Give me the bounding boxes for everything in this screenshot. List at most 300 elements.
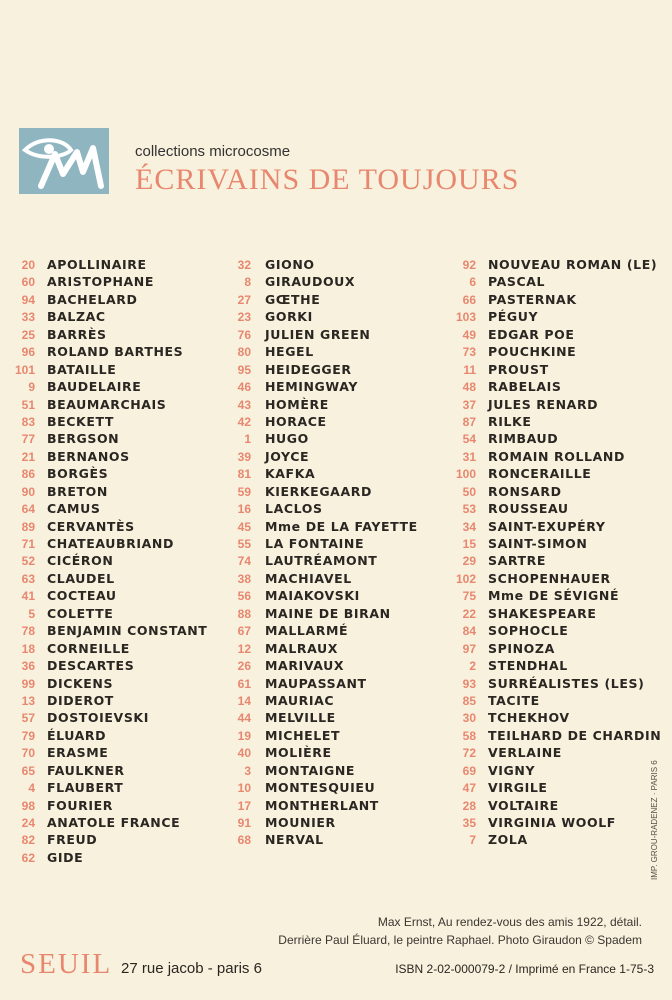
author-entry xyxy=(10,762,230,779)
author-entry xyxy=(446,378,672,395)
author-entry xyxy=(10,570,230,587)
author-entry xyxy=(10,326,230,343)
author-name: MACHIAVEL xyxy=(265,570,352,586)
author-name: TCHEKHOV xyxy=(488,710,570,726)
volume-number: 63 xyxy=(21,571,35,586)
author-entry xyxy=(10,675,230,692)
volume-number: 41 xyxy=(21,589,35,604)
author-name: MAURIAC xyxy=(265,692,335,708)
author-entry xyxy=(10,622,230,639)
author-entry xyxy=(226,779,436,796)
author-name: MONTESQUIEU xyxy=(265,780,376,796)
collection-logo xyxy=(19,128,109,194)
volume-number: 39 xyxy=(237,449,251,464)
volume-number: 18 xyxy=(21,641,35,656)
author-entry xyxy=(10,657,230,674)
volume-number: 57 xyxy=(21,711,35,726)
author-entry xyxy=(226,378,436,395)
author-entry xyxy=(446,273,672,290)
volume-number: 37 xyxy=(462,397,476,412)
author-name: BARRÈS xyxy=(47,326,107,342)
author-entry xyxy=(446,675,672,692)
author-entry xyxy=(10,361,230,378)
author-name: SCHOPENHAUER xyxy=(488,570,611,586)
author-name: STENDHAL xyxy=(488,658,568,674)
printer-imprint: IMP. GROU-RADENEZ · PARIS 6 xyxy=(650,760,659,880)
author-name: ROUSSEAU xyxy=(488,501,569,517)
volume-number: 44 xyxy=(237,711,251,726)
volume-number: 51 xyxy=(21,397,35,412)
volume-number: 28 xyxy=(462,798,476,813)
author-name: ZOLA xyxy=(488,832,528,848)
volume-number: 49 xyxy=(462,327,476,342)
volume-number: 62 xyxy=(21,850,35,865)
author-entry xyxy=(226,675,436,692)
volume-number: 82 xyxy=(21,833,35,848)
volume-number: 23 xyxy=(237,310,251,325)
volume-number: 99 xyxy=(21,676,35,691)
author-entry xyxy=(226,518,436,535)
author-entry xyxy=(226,256,436,273)
author-entry xyxy=(10,291,230,308)
author-name: ARISTOPHANE xyxy=(47,274,155,290)
author-entry xyxy=(446,692,672,709)
author-name: RILKE xyxy=(488,413,532,429)
author-name: VIRGINIA WOOLF xyxy=(488,815,616,830)
author-entry xyxy=(226,500,436,517)
author-entry xyxy=(226,744,436,761)
volume-number: 14 xyxy=(237,693,251,708)
author-entry xyxy=(10,518,230,535)
author-name: BEAUMARCHAIS xyxy=(47,396,167,412)
volume-number: 75 xyxy=(462,589,476,604)
volume-number: 32 xyxy=(237,258,251,272)
author-name: Mme DE LA FAYETTE xyxy=(265,518,418,534)
author-name: SAINT-SIMON xyxy=(488,536,588,551)
volume-number: 96 xyxy=(21,345,35,360)
volume-number: 17 xyxy=(237,798,251,813)
volume-number: 69 xyxy=(462,763,476,778)
author-entry xyxy=(226,326,436,343)
author-name: POUCHKINE xyxy=(488,344,577,360)
volume-number: 98 xyxy=(21,798,35,813)
author-name: HORACE xyxy=(265,413,327,429)
author-name: Mme DE SÉVIGNÉ xyxy=(488,588,620,604)
author-name: TEILHARD DE CHARDIN xyxy=(488,727,662,743)
author-name: FAULKNER xyxy=(47,762,125,778)
author-entry xyxy=(446,483,672,500)
author-entry xyxy=(226,273,436,290)
author-name: KIERKEGAARD xyxy=(265,483,372,499)
author-entry xyxy=(446,779,672,796)
author-list-column-2 xyxy=(226,256,436,849)
volume-number: 103 xyxy=(455,310,476,325)
author-entry xyxy=(10,552,230,569)
author-entry xyxy=(10,587,230,604)
volume-number: 56 xyxy=(237,589,251,604)
volume-number: 65 xyxy=(21,763,35,778)
author-entry xyxy=(226,797,436,814)
author-entry xyxy=(446,622,672,639)
author-name: NERVAL xyxy=(265,832,324,848)
author-name: BENJAMIN CONSTANT xyxy=(47,623,208,639)
author-entry xyxy=(226,605,436,622)
author-name: COLETTE xyxy=(47,605,114,621)
volume-number: 1 xyxy=(244,432,251,447)
author-name: COCTEAU xyxy=(47,588,117,604)
author-entry xyxy=(446,291,672,308)
volume-number: 15 xyxy=(462,537,476,551)
volume-number: 80 xyxy=(237,345,251,360)
author-name: EDGAR POE xyxy=(488,326,575,342)
volume-number: 77 xyxy=(21,432,35,447)
author-name: BALZAC xyxy=(47,309,106,325)
volume-number: 46 xyxy=(237,380,251,395)
volume-number: 88 xyxy=(237,606,251,621)
volume-number: 54 xyxy=(462,432,476,447)
author-name: BECKETT xyxy=(47,413,115,429)
image-credit-line-2: Derrière Paul Éluard, le peintre Raphael. Photo Giraudon © Spadem xyxy=(278,933,642,947)
volume-number: 85 xyxy=(462,693,476,708)
author-entry xyxy=(446,396,672,413)
author-entry xyxy=(446,465,672,482)
author-entry xyxy=(226,587,436,604)
volume-number: 93 xyxy=(462,676,476,691)
author-name: ÉLUARD xyxy=(47,727,107,743)
author-entry xyxy=(10,797,230,814)
author-name: MOUNIER xyxy=(265,815,336,830)
author-entry xyxy=(446,256,672,273)
author-entry xyxy=(446,587,672,604)
author-name: MONTHERLANT xyxy=(265,797,379,813)
author-entry xyxy=(10,744,230,761)
volume-number: 58 xyxy=(462,728,476,743)
author-name: DIDEROT xyxy=(47,692,114,708)
author-name: DICKENS xyxy=(47,675,114,691)
author-name: BORGÈS xyxy=(47,466,109,482)
author-entry xyxy=(10,430,230,447)
author-entry xyxy=(10,343,230,360)
volume-number: 97 xyxy=(462,641,476,656)
author-entry xyxy=(226,570,436,587)
author-name: SOPHOCLE xyxy=(488,623,569,639)
author-name: MAIAKOVSKI xyxy=(265,588,360,604)
author-name: FOURIER xyxy=(47,797,113,813)
author-name: CLAUDEL xyxy=(47,570,115,586)
author-entry xyxy=(10,605,230,622)
author-name: KAFKA xyxy=(265,466,316,482)
author-name: DESCARTES xyxy=(47,658,135,674)
author-name: VOLTAIRE xyxy=(488,797,559,813)
author-entry xyxy=(226,465,436,482)
author-entry xyxy=(226,762,436,779)
volume-number: 47 xyxy=(462,781,476,796)
volume-number: 20 xyxy=(21,258,35,272)
author-entry xyxy=(226,361,436,378)
author-name: ERASME xyxy=(47,745,109,761)
volume-number: 81 xyxy=(237,467,251,482)
volume-number: 43 xyxy=(237,397,251,412)
author-entry xyxy=(446,430,672,447)
author-entry xyxy=(446,500,672,517)
volume-number: 3 xyxy=(244,763,251,778)
author-name: MARIVAUX xyxy=(265,658,345,674)
author-entry xyxy=(10,849,230,866)
volume-number: 12 xyxy=(237,641,251,656)
author-name: VIGNY xyxy=(488,762,536,778)
volume-number: 9 xyxy=(28,380,35,395)
author-entry xyxy=(226,396,436,413)
author-entry xyxy=(10,448,230,465)
author-entry xyxy=(226,831,436,848)
author-entry xyxy=(226,291,436,308)
author-name: BRETON xyxy=(47,483,108,499)
volume-number: 94 xyxy=(21,292,35,307)
author-name: CORNEILLE xyxy=(47,640,130,656)
volume-number: 68 xyxy=(237,833,251,848)
author-name: MAUPASSANT xyxy=(265,675,367,691)
volume-number: 33 xyxy=(21,310,35,325)
volume-number: 84 xyxy=(462,624,476,639)
author-entry xyxy=(226,640,436,657)
volume-number: 4 xyxy=(28,781,35,796)
volume-number: 74 xyxy=(237,554,251,569)
author-name: SAINT-EXUPÉRY xyxy=(488,518,606,534)
author-name: GORKI xyxy=(265,309,313,325)
author-name: BAUDELAIRE xyxy=(47,379,142,395)
volume-number: 66 xyxy=(462,292,476,307)
volume-number: 83 xyxy=(21,414,35,429)
author-name: ROMAIN ROLLAND xyxy=(488,448,625,464)
author-entry xyxy=(226,622,436,639)
author-entry xyxy=(446,762,672,779)
author-entry xyxy=(10,256,230,273)
volume-number: 26 xyxy=(237,659,251,674)
author-entry xyxy=(10,692,230,709)
volume-number: 40 xyxy=(237,746,251,761)
author-entry xyxy=(446,727,672,744)
author-entry xyxy=(446,518,672,535)
volume-number: 100 xyxy=(455,467,476,482)
author-name: ANATOLE FRANCE xyxy=(47,815,181,830)
volume-number: 6 xyxy=(469,275,476,290)
author-entry xyxy=(446,570,672,587)
author-name: MALLARMÉ xyxy=(265,623,349,639)
author-name: SURRÉALISTES (LES) xyxy=(488,675,645,691)
volume-number: 71 xyxy=(21,537,35,551)
volume-number: 34 xyxy=(462,519,476,534)
publisher-name: SEUIL xyxy=(20,948,113,980)
author-entry xyxy=(226,709,436,726)
author-entry xyxy=(10,465,230,482)
author-name: CICÉRON xyxy=(47,553,114,569)
author-name: GŒTHE xyxy=(265,291,321,307)
author-name: MAINE DE BIRAN xyxy=(265,605,391,621)
microcosme-m-logo-icon xyxy=(19,128,109,194)
author-name: LACLOS xyxy=(265,501,323,517)
author-name: APOLLINAIRE xyxy=(47,257,147,272)
volume-number: 92 xyxy=(462,258,476,272)
volume-number: 36 xyxy=(21,659,35,674)
author-entry xyxy=(446,814,672,831)
author-entry xyxy=(446,308,672,325)
author-entry xyxy=(226,308,436,325)
author-name: LA FONTAINE xyxy=(265,536,365,551)
volume-number: 89 xyxy=(21,519,35,534)
author-name: SPINOZA xyxy=(488,640,555,656)
author-name: RABELAIS xyxy=(488,379,562,395)
author-entry xyxy=(226,413,436,430)
author-name: BATAILLE xyxy=(47,361,117,377)
author-entry xyxy=(226,483,436,500)
author-entry xyxy=(226,430,436,447)
author-entry xyxy=(226,692,436,709)
author-entry xyxy=(226,727,436,744)
author-entry xyxy=(10,308,230,325)
volume-number: 25 xyxy=(21,327,35,342)
author-entry xyxy=(446,640,672,657)
author-name: HOMÈRE xyxy=(265,396,329,412)
author-entry xyxy=(10,273,230,290)
author-name: MOLIÈRE xyxy=(265,745,332,761)
author-name: HEGEL xyxy=(265,344,314,360)
author-name: RIMBAUD xyxy=(488,431,559,447)
author-entry xyxy=(226,814,436,831)
volume-number: 48 xyxy=(462,380,476,395)
author-entry xyxy=(10,709,230,726)
author-entry xyxy=(446,413,672,430)
author-name: VIRGILE xyxy=(488,780,548,796)
isbn-line: ISBN 2-02-000079-2 / Imprimé en France 1-75-3 xyxy=(395,962,654,976)
author-entry xyxy=(446,831,672,848)
author-entry xyxy=(10,779,230,796)
volume-number: 67 xyxy=(237,624,251,639)
author-entry xyxy=(10,727,230,744)
volume-number: 38 xyxy=(237,571,251,586)
author-name: DOSTOIEVSKI xyxy=(47,710,149,726)
author-name: RONSARD xyxy=(488,483,562,499)
volume-number: 2 xyxy=(469,659,476,674)
author-name: JULIEN GREEN xyxy=(265,326,371,342)
author-name: PASTERNAK xyxy=(488,291,577,307)
volume-number: 52 xyxy=(21,554,35,569)
author-name: JOYCE xyxy=(265,448,310,464)
author-name: LAUTRÉAMONT xyxy=(265,553,378,569)
author-name: VERLAINE xyxy=(488,745,562,761)
volume-number: 76 xyxy=(237,327,251,342)
volume-number: 19 xyxy=(237,728,251,743)
author-name: MICHELET xyxy=(265,727,341,743)
author-name: ROLAND BARTHES xyxy=(47,344,184,360)
author-entry xyxy=(446,535,672,552)
author-name: RONCERAILLE xyxy=(488,466,592,482)
volume-number: 45 xyxy=(237,519,251,534)
author-name: NOUVEAU ROMAN (LE) xyxy=(488,257,658,272)
volume-number: 72 xyxy=(462,746,476,761)
volume-number: 50 xyxy=(462,484,476,499)
image-credit-line-1: Max Ernst, Au rendez-vous des amis 1922, détail. xyxy=(377,915,642,929)
author-entry xyxy=(10,535,230,552)
author-entry xyxy=(10,483,230,500)
author-entry xyxy=(446,361,672,378)
volume-number: 102 xyxy=(455,571,476,586)
author-name: BERNANOS xyxy=(47,448,130,464)
author-name: BACHELARD xyxy=(47,291,138,307)
collection-name: collections microcosme xyxy=(135,143,291,160)
author-name: SHAKESPEARE xyxy=(488,605,597,621)
author-list-column-1 xyxy=(10,256,230,866)
author-name: FLAUBERT xyxy=(47,780,124,796)
author-entry xyxy=(226,448,436,465)
author-name: PROUST xyxy=(488,361,549,377)
volume-number: 21 xyxy=(21,449,35,464)
author-entry xyxy=(10,640,230,657)
volume-number: 31 xyxy=(462,449,476,464)
volume-number: 90 xyxy=(21,484,35,499)
author-name: CERVANTÈS xyxy=(47,518,135,534)
author-entry xyxy=(446,552,672,569)
author-name: HEIDEGGER xyxy=(265,361,352,377)
volume-number: 13 xyxy=(21,693,35,708)
volume-number: 35 xyxy=(462,816,476,830)
author-name: JULES RENARD xyxy=(488,396,599,412)
author-name: MALRAUX xyxy=(265,640,338,656)
author-name: BERGSON xyxy=(47,431,120,447)
volume-number: 70 xyxy=(21,746,35,761)
volume-number: 10 xyxy=(237,781,251,796)
author-name: MONTAIGNE xyxy=(265,762,356,778)
author-name: CAMUS xyxy=(47,501,101,517)
author-entry xyxy=(10,396,230,413)
volume-number: 16 xyxy=(237,502,251,517)
author-entry xyxy=(10,413,230,430)
author-name: MELVILLE xyxy=(265,710,336,726)
volume-number: 24 xyxy=(21,816,35,830)
volume-number: 79 xyxy=(21,728,35,743)
author-name: HEMINGWAY xyxy=(265,379,358,395)
volume-number: 53 xyxy=(462,502,476,517)
publisher-address: 27 rue jacob - paris 6 xyxy=(121,960,262,977)
author-entry xyxy=(226,343,436,360)
author-name: TACITE xyxy=(488,692,540,708)
author-entry xyxy=(10,814,230,831)
author-name: GIRAUDOUX xyxy=(265,274,356,290)
author-name: FREUD xyxy=(47,832,98,848)
author-entry xyxy=(10,378,230,395)
volume-number: 95 xyxy=(237,362,251,377)
author-name: PÉGUY xyxy=(488,309,539,325)
volume-number: 101 xyxy=(14,362,35,377)
author-entry xyxy=(446,448,672,465)
volume-number: 78 xyxy=(21,624,35,639)
series-title: ÉCRIVAINS DE TOUJOURS xyxy=(135,163,520,196)
author-name: SARTRE xyxy=(488,553,547,569)
author-name: CHATEAUBRIAND xyxy=(47,536,174,551)
volume-number: 91 xyxy=(237,816,251,830)
volume-number: 59 xyxy=(237,484,251,499)
volume-number: 11 xyxy=(463,362,476,377)
author-entry xyxy=(446,657,672,674)
volume-number: 29 xyxy=(462,554,476,569)
volume-number: 61 xyxy=(237,676,251,691)
volume-number: 87 xyxy=(462,414,476,429)
author-name: PASCAL xyxy=(488,274,546,290)
volume-number: 42 xyxy=(237,414,251,429)
author-entry xyxy=(446,605,672,622)
author-entry xyxy=(446,343,672,360)
volume-number: 64 xyxy=(21,502,35,517)
author-entry xyxy=(226,535,436,552)
